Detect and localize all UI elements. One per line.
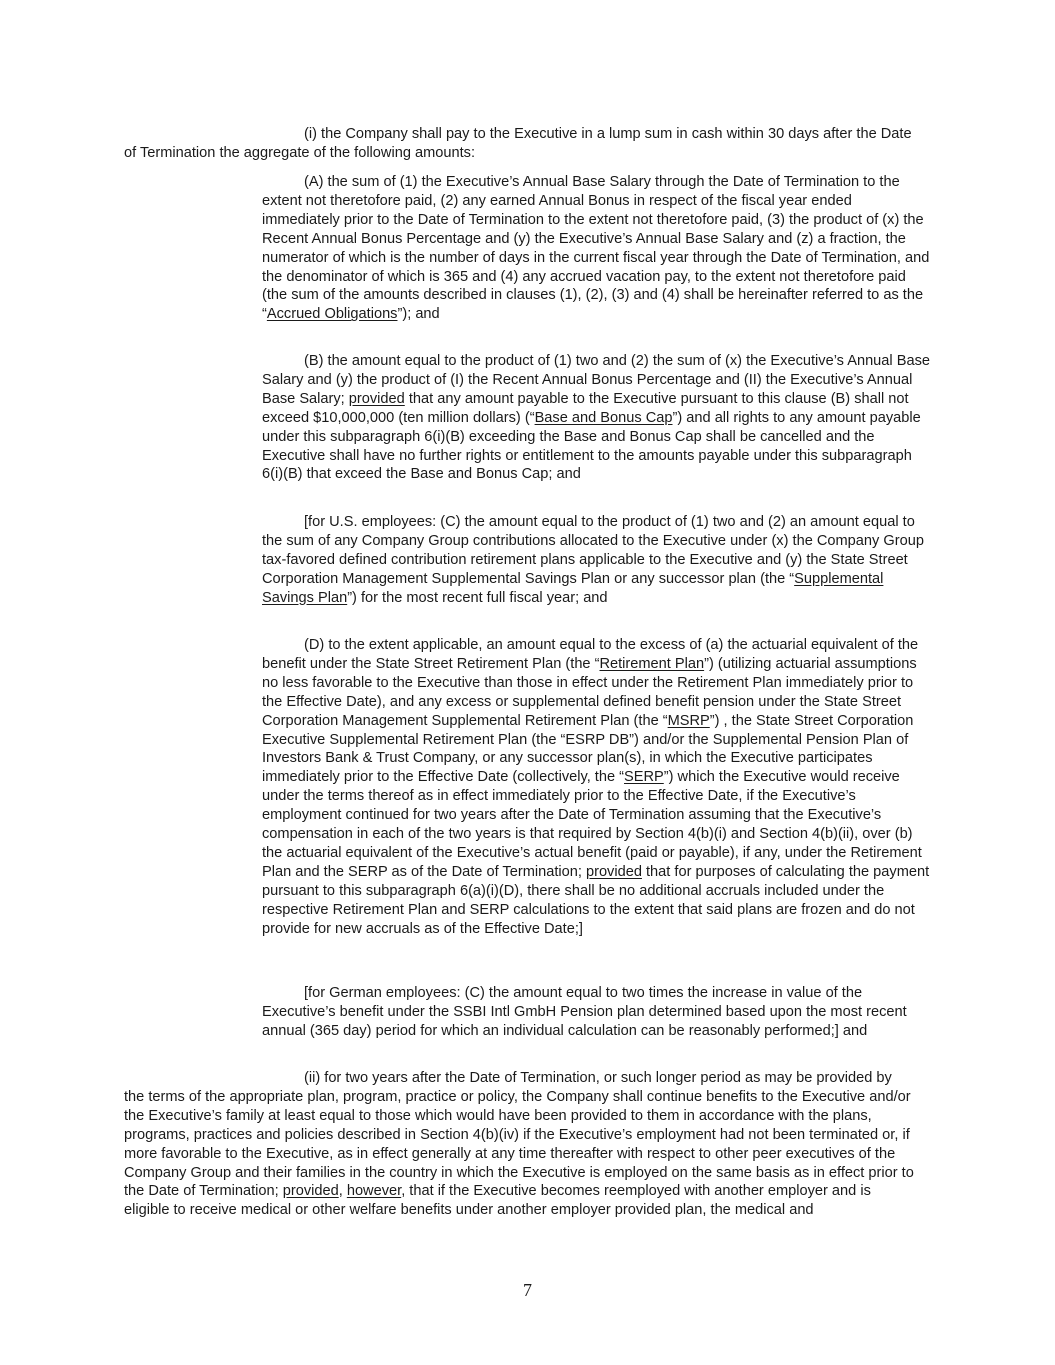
defined-term-retirement-plan: Retirement Plan — [599, 655, 705, 672]
paragraph-ii-comma: , — [338, 1183, 347, 1200]
term-provided: provided — [585, 863, 642, 880]
paragraph-D-text: (D) to the extent applicable, an amount equal to the excess of (a) the actuarial equivalent of the benefit under the State Street Retirement Plan (the “ — [262, 637, 919, 672]
paragraph-ii-text-end: , that if the Executive becomes reemployed with another employer and is eligible to receive medical or other welfare benefits under another employer provided plan, the medical and — [124, 1183, 871, 1219]
paragraph-D-text-5: that for purposes of calculating the payment pursuant to this subparagraph 6(a)(i)(D), there shall be no additional accruals included under the respective Retirement Plan and SERP calculations to the extent that said plans are frozen and do not provide for new accruals as of the Effective Date;] — [262, 863, 930, 937]
term-provided: provided — [348, 390, 405, 407]
paragraph-C-de-text: [for German employees: (C) the amount equal to two times the increase in value of the Executive’s benefit under the SSBI Intl GmbH Pension plan determined based upon the most recent annual (365 day) period for which an individual calculation can be reasonably performed;] and — [262, 985, 907, 1039]
paragraph-D-text-3: ”) , the State Street Corporation Executive Supplemental Retirement Plan (the “ESRP DB”) and/or the Supplemental Pension Plan of Investors Bank & Trust Company, or any successor plan(s), in which the Executive participates immediately prior to the Effective Date (collectively, the “ — [262, 712, 914, 786]
paragraph-i-text: (i) the Company shall pay to the Executive in a lump sum in cash within 30 days after the Date of Termination the aggregate of the following amounts: — [124, 126, 912, 161]
defined-term-accrued-obligations: Accrued Obligations — [266, 306, 398, 323]
paragraph-ii-text: (ii) for two years after the Date of Termination, or such longer period as may be provided by the terms of the appropriate plan, program, practice or policy, the Company shall continue benefits to the Executive and/or the Executive’s family at least equal to those which would have been provided to them in accordance with the plans, programs, practices and policies described in Section 4(b)(iv) if the Executive’s employment had not been terminated or, if more favorable to the Executive, as in effect generally at any time thereafter with respect to other peer executives of the Company Group and their families in the country in which the Executive is employed on the same basis as in effect prior to the Date of Termination; — [124, 1070, 914, 1200]
paragraph-C-us-text: [for U.S. employees: (C) the amount equal to the product of (1) two and (2) an amount equal to the sum of any Company Group contributions allocated to the Executive under (x) the Company Group tax-favored defined contribution retirement plans applicable to the Executive and (y) the State Street Corporation Management Supplemental Savings Plan or any successor plan (the “ — [262, 514, 924, 587]
defined-term-supplemental-savings-plan: Supplemental Savings Plan — [262, 570, 884, 606]
paragraph-C-us — [262, 513, 932, 608]
defined-term-serp: SERP — [624, 769, 664, 786]
paragraph-C-us-text-end: ”) for the most recent full fiscal year; and — [347, 589, 608, 606]
page-number: 7 — [523, 1280, 532, 1300]
paragraph-A-text-end: ”); and — [397, 306, 440, 323]
term-however: however — [346, 1183, 402, 1200]
paragraph-ii — [124, 1069, 914, 1220]
paragraph-i — [124, 125, 914, 163]
paragraph-B — [262, 352, 932, 484]
paragraph-B-text: (B) the amount equal to the product of (1) two and (2) the sum of (x) the Executive’s Annual Base Salary and (y) the product of (I) the Recent Annual Bonus Percentage and (II) the Executive’s Annual Base Salary; — [262, 353, 930, 407]
defined-term-base-and-bonus-cap: Base and Bonus Cap — [534, 409, 673, 426]
paragraph-D — [262, 636, 932, 939]
paragraph-A-text: (A) the sum of (1) the Executive’s Annual Base Salary through the Date of Termination to the extent not theretofore paid, (2) any earned Annual Bonus in respect of the fiscal year ended immediately prior to the Date of Termination to the extent not theretofore paid, (3) the product of (x) the Recent Annual Bonus Percentage and (y) the Executive’s Annual Base Salary and (z) a fraction, the numerator of which is the number of days in the current fiscal year through the Date of Termination, and the denominator of which is 365 and (4) any accrued vacation pay, to the extent not theretofore paid (the sum of the amounts described in clauses (1), (2), (3) and (4) shall be hereinafter referred to as the “ — [262, 174, 930, 323]
paragraph-D-text-4: ”) which the Executive would receive under the terms thereof as in effect immediately prior to the Effective Date, if the Executive’s employment continued for two years after the Date of Termination assuming that the Executive’s compensation in each of the two years is that required by Section 4(b)(i) and Section 4(b)(ii), over (b) the actuarial equivalent of the Executive’s actual benefit (paid or payable), if any, under the Retirement Plan and the SERP as of the Date of Termination; — [262, 769, 922, 880]
paragraph-A — [262, 173, 932, 324]
paragraph-D-text-2: ”) (utilizing actuarial assumptions no less favorable to the Executive than those in effect under the Retirement Plan immediately prior to the Effective Date), and any excess or supplemental defined benefit pension under the State Street Corporation Management Supplemental Retirement Plan (the “ — [262, 655, 917, 729]
paragraph-B-text-3: ”) and all rights to any amount payable under this subparagraph 6(i)(B) exceeding the Base and Bonus Cap shall be cancelled and the Executive shall have no further rights or entitlement to the amounts payable under this subparagraph 6(i)(B) that exceed the Base and Bonus Cap; and — [262, 409, 921, 483]
term-provided: provided — [282, 1183, 339, 1200]
defined-term-msrp: MSRP — [667, 712, 710, 729]
paragraph-B-text-2: that any amount payable to the Executive pursuant to this clause (B) shall not exceed $10,000,000 (ten million dollars) (“ — [262, 390, 909, 426]
paragraph-C-de — [262, 984, 932, 1041]
